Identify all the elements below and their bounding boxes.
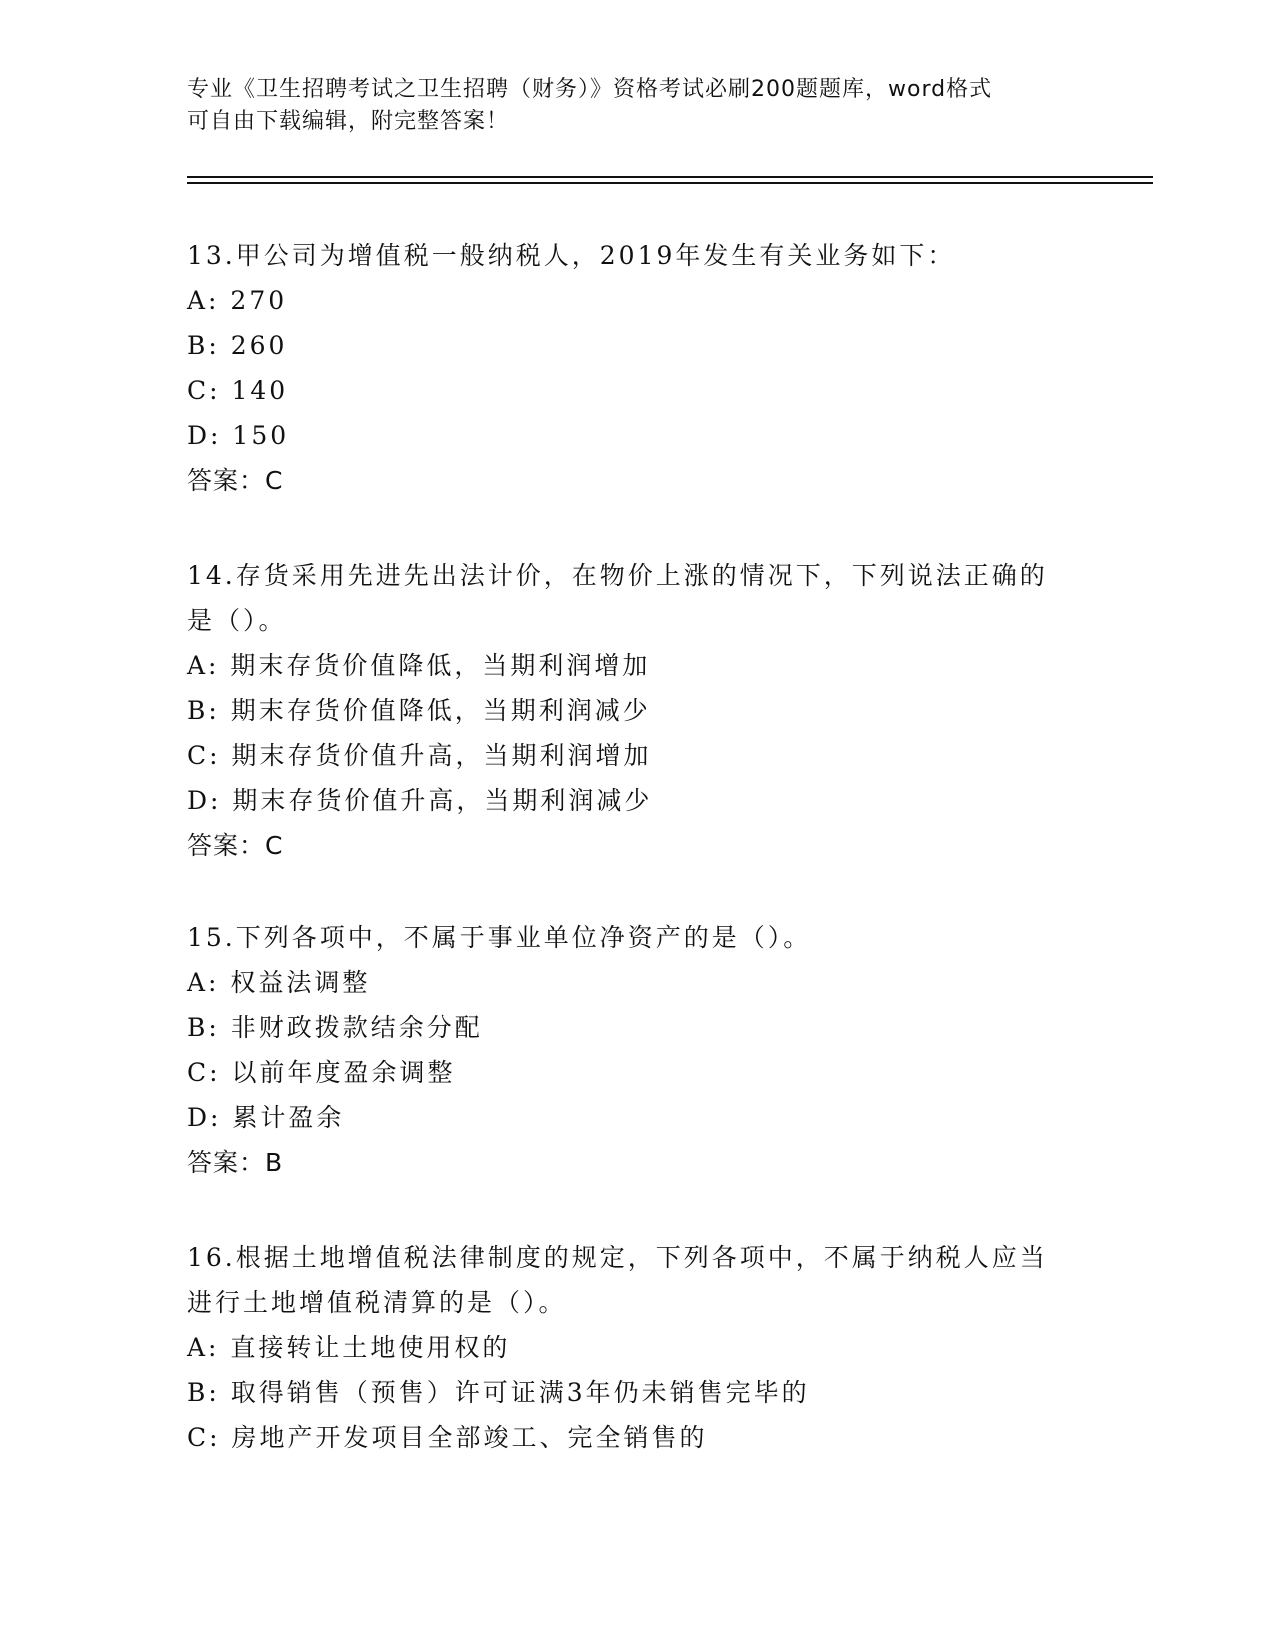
option-d: D: 累计盈余 xyxy=(187,1103,345,1132)
answer: 答案：C xyxy=(187,831,284,860)
option-a: A: 权益法调整 xyxy=(187,968,371,997)
question-stem: 14.存货采用先进先出法计价，在物价上涨的情况下，下列说法正确的 xyxy=(187,561,1048,590)
question-15 xyxy=(187,915,1087,1185)
header-line: 专业《卫生招聘考试之卫生招聘（财务）》资格考试必刷200题题库，word格式 xyxy=(187,77,993,102)
option-c: C: 以前年度盈余调整 xyxy=(187,1058,456,1087)
question-14 xyxy=(187,553,1087,868)
header-line: 可自由下载编辑，附完整答案！ xyxy=(187,109,510,134)
option-d: D: 期末存货价值升高，当期利润减少 xyxy=(187,786,653,815)
option-c: C: 期末存货价值升高，当期利润增加 xyxy=(187,741,652,770)
question-stem: 是（）。 xyxy=(187,606,287,635)
question-stem: 进行土地增值税清算的是（）。 xyxy=(187,1288,567,1317)
header-divider xyxy=(187,182,1153,184)
option-a: A: 270 xyxy=(187,286,288,315)
answer: 答案：C xyxy=(187,466,284,495)
header-divider xyxy=(187,176,1153,178)
option-a: A: 期末存货价值降低，当期利润增加 xyxy=(187,651,651,680)
option-b: B: 取得销售（预售）许可证满3年仍未销售完毕的 xyxy=(187,1378,810,1407)
question-stem: 16.根据土地增值税法律制度的规定，下列各项中，不属于纳税人应当 xyxy=(187,1243,1048,1272)
question-stem: 15.下列各项中，不属于事业单位净资产的是（）。 xyxy=(187,923,812,952)
question-13 xyxy=(187,233,1087,503)
answer: 答案：B xyxy=(187,1148,284,1177)
document-header xyxy=(187,74,1067,138)
question-16 xyxy=(187,1235,1087,1460)
option-c: C: 房地产开发项目全部竣工、完全销售的 xyxy=(187,1423,708,1452)
option-b: B: 非财政拨款结余分配 xyxy=(187,1013,483,1042)
option-b: B: 260 xyxy=(187,331,288,360)
option-d: D: 150 xyxy=(187,421,290,450)
question-stem: 13.甲公司为增值税一般纳税人，2019年发生有关业务如下： xyxy=(187,241,956,270)
option-b: B: 期末存货价值降低，当期利润减少 xyxy=(187,696,651,725)
option-c: C: 140 xyxy=(187,376,289,405)
option-a: A: 直接转让土地使用权的 xyxy=(187,1333,511,1362)
